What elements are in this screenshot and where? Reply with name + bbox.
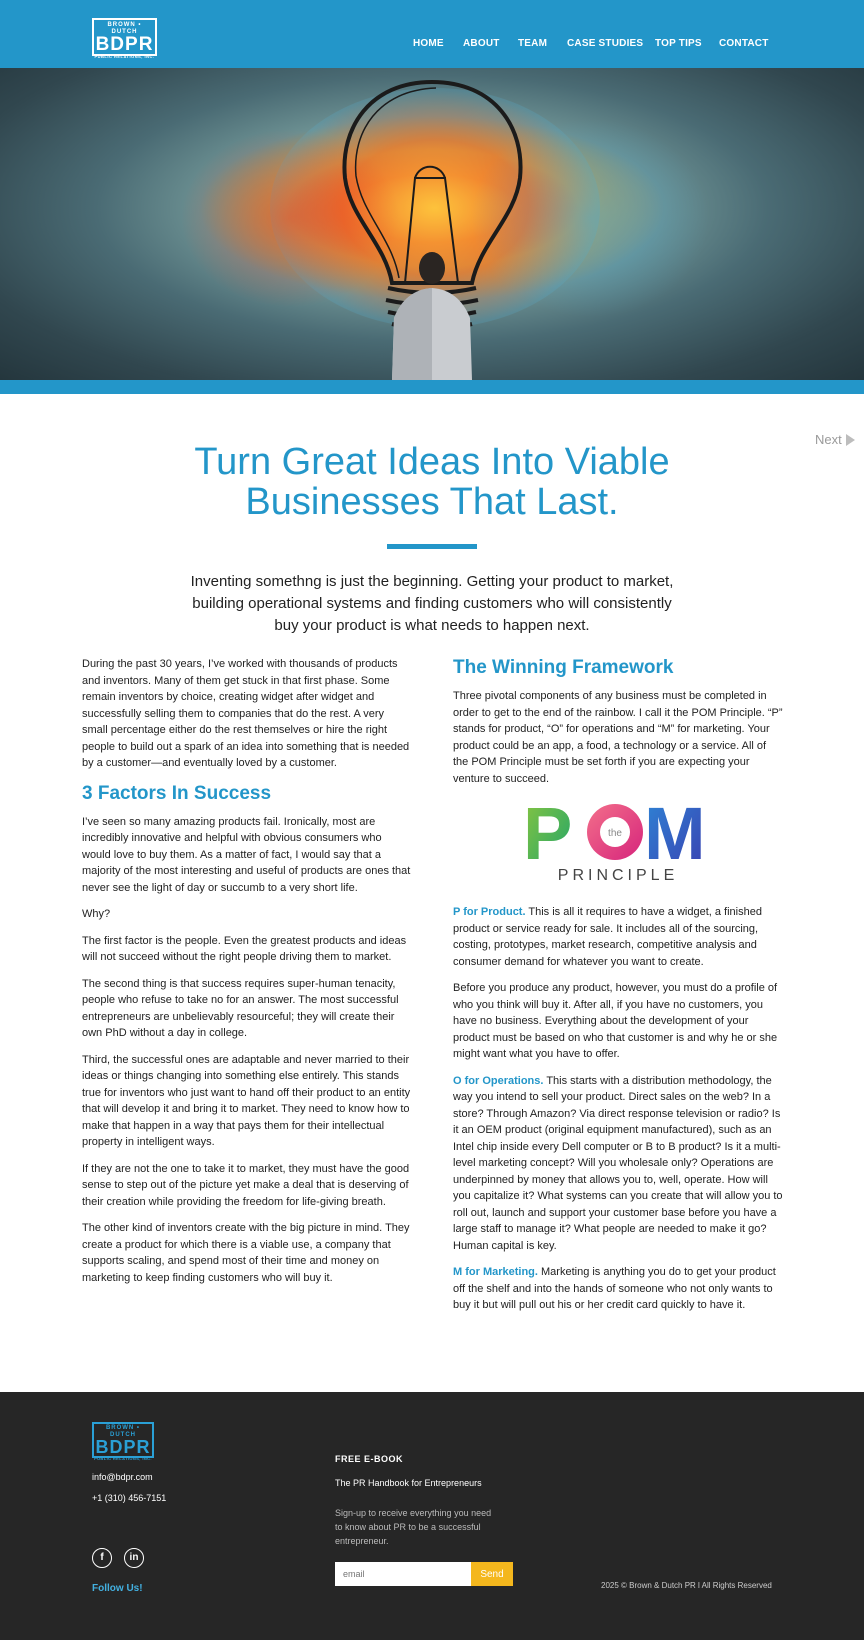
intro-text: Inventing somethng is just the beginning. Getting your product to market, building operational systems and finding customers who will consistently buy your product is what needs to happen next.: [190, 573, 674, 634]
pom-m-letter: M: [644, 797, 706, 863]
m-for-marketing-paragraph: [453, 1264, 783, 1314]
next-label: Next: [815, 432, 842, 447]
m-for-marketing-body: Marketing is anything you do to get your product off the shelf and into the hands of someone who not only wants to buy it but will pull out his or her credit card quickly to have it.: [453, 1266, 776, 1311]
page-title-line-1: Turn Great Ideas Into Viable: [194, 441, 670, 483]
footer-logo-main-text: BDPR: [95, 1437, 151, 1457]
facebook-icon[interactable]: f: [92, 1548, 112, 1568]
nav-top-tips[interactable]: TOP TIPS: [655, 38, 702, 49]
right-column: [453, 656, 783, 1324]
bdpr-logo[interactable]: [92, 18, 157, 59]
ebook-description: Sign-up to receive everything you need to know about PR to be a successful entrepreneur.: [335, 1508, 492, 1546]
logo-main-text: BDPR: [95, 34, 154, 55]
left-paragraph-3: Why?: [82, 908, 111, 920]
o-for-operations-body: This starts with a distribution methodology, the way you intend to sell your product. Direct sales on the web? In a store? Through Amazon? Via direct response television or radio? Is it an OEM product (original equipment manufactured), such as an Intel chip inside every Dell computer or B to B product? Is it a multi-level marketing concept? Will you wholesale only? Operations are underpinned by money that allows you to, well, operate. How will you capitalize it? What systems can you create that will allow you to roll out, launch and support your customer base before you have a large staff to manage it? What people are needed to make it go? Human capital is key.: [453, 1074, 783, 1252]
nav-about[interactable]: ABOUT: [463, 38, 500, 49]
footer-logo-bottom-text: PUBLIC RELATIONS, INC.: [94, 1456, 152, 1461]
pom-p-letter: P: [523, 797, 573, 863]
right-paragraph-2: Before you produce any product, however, you must do a profile of who you think will buy it. After all, if you have no customers, you have no business. Everything about the development of your product must be based on who that customer is and why he or she might want what you have to offer.: [453, 982, 778, 1060]
follow-us-label: Follow Us!: [92, 1583, 143, 1594]
p-for-product-paragraph: [453, 904, 783, 970]
heading-3-factors: 3 Factors In Success: [82, 782, 272, 804]
send-button[interactable]: Send: [471, 1562, 513, 1586]
title-divider: [387, 544, 477, 549]
left-paragraph-4: The first factor is the people. Even the greatest products and ideas will not succeed without the right people driving them to market.: [82, 934, 407, 963]
footer-phone[interactable]: +1 (310) 456-7151: [92, 1493, 167, 1503]
site-header: [0, 0, 864, 68]
copyright-text: 2025 © Brown & Dutch PR l All Rights Reserved: [601, 1581, 772, 1590]
page-title-line-2: Businesses That Last.: [245, 481, 619, 523]
m-for-marketing-lead: M for Marketing.: [453, 1266, 538, 1278]
nav-case-studies[interactable]: CASE STUDIES: [567, 38, 644, 49]
left-column: [82, 656, 412, 1296]
pom-the-text: the: [608, 828, 622, 839]
hero-accent-bar: [0, 380, 864, 394]
logo-top-text: BROWN • DUTCH: [107, 22, 142, 35]
p-for-product-lead: P for Product.: [453, 906, 526, 918]
email-input[interactable]: [335, 1562, 471, 1586]
next-link[interactable]: [815, 432, 842, 447]
o-for-operations-lead: O for Operations.: [453, 1074, 544, 1087]
nav-team[interactable]: TEAM: [518, 38, 548, 49]
ebook-subtitle: The PR Handbook for Entrepreneurs: [335, 1478, 482, 1488]
hero-image: [0, 68, 864, 380]
arrow-right-icon: [846, 434, 855, 446]
ebook-title: FREE E-BOOK: [335, 1454, 404, 1464]
footer-email-link[interactable]: info@bdpr.com: [92, 1472, 153, 1482]
nav-contact[interactable]: CONTACT: [719, 38, 769, 49]
footer-logo[interactable]: [92, 1422, 154, 1461]
o-for-operations-paragraph: [453, 1073, 783, 1255]
right-paragraph-1: Three pivotal components of any business must be completed in order to get to the end of the rainbow. I call it the POM Principle. “P” stands for product, “O” for operations and “M” for marketing. Your product could be an app, a food, a technology or a service. All of the POM Principle must be set forth if you are expecting your venture to succeed.: [453, 690, 783, 785]
left-paragraph-8: The other kind of inventors create with the big picture in mind. They create a product for which there is a viable use, a company that supports scaling, and spend most of their time and money on marketing to keep finding customers who will buy it.: [82, 1222, 410, 1284]
left-paragraph-2: I’ve seen so many amazing products fail. Ironically, most are incredibly innovative and helpful with obvious consumers who would love to buy them. As a matter of fact, I would say that a majority of the most interesting and useful of products are ones that never see the light of day or succumb to a very short life.: [82, 815, 411, 894]
linkedin-icon[interactable]: in: [124, 1548, 144, 1568]
heading-winning-framework: The Winning Framework: [453, 657, 674, 678]
pom-principle-text: PRINCIPLE: [557, 867, 679, 884]
footer-logo-top-text: BROWN • DUTCH: [105, 1425, 141, 1438]
left-paragraph-6: Third, the successful ones are adaptable and never married to their ideas or things changing into something else entirely. This stands true for inventors who just want to hand off their product to an entity that will develop it and bring it to market. They need to know how to make that happen in a way that pays them for their intellectual property in intelligent ways.: [82, 1053, 411, 1148]
left-paragraph-1: During the past 30 years, I’ve worked with thousands of products and inventors. Many of them get stuck in that first phase. Some remain inventors by choice, creating widget after widget and successfully selling them to companies that do the rest. A very small percentage either do the rest themselves or hire the right people to build out a spark of an idea into something that is needed by a customer—and eventually loved by a customer.: [82, 658, 410, 769]
left-paragraph-7: If they are not the one to take it to market, they must have the good sense to step out of the picture yet make a deal that is deserving of their creation while providing the freedom for life-giving breath.: [82, 1162, 410, 1208]
pom-logo-graphic: [523, 797, 713, 863]
lightbulb-illustration: [0, 68, 864, 380]
page-title: [150, 442, 714, 522]
pom-principle-logo: [523, 797, 713, 892]
logo-bottom-text: PUBLIC RELATIONS, INC.: [94, 54, 155, 59]
p-for-product-body: This is all it requires to have a widget, a finished product or service ready for sale. It includes all of the sourcing, costing, prototypes, market research, competitive analysis and consumer demand for whatever you want to create.: [453, 906, 762, 968]
nav-home[interactable]: HOME: [413, 38, 444, 49]
site-footer: [0, 1392, 864, 1640]
left-paragraph-5: The second thing is that success requires super-human tenacity, people who refuse to take no for an answer. The most successful entrepreneurs are unbelievably resourceful; they will create their own PhD without a day in college.: [82, 977, 399, 1039]
